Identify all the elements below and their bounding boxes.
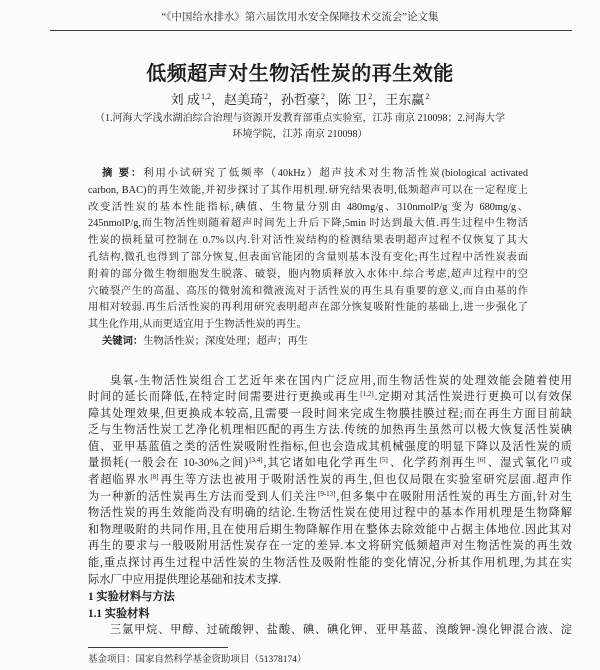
body-text: 、湿式氧化 [486,457,550,470]
subsection-heading: 1.1 实验材料 [88,607,150,620]
abstract-line [88,200,528,217]
body-text: ,其它诸如电化学再生 [263,457,379,470]
body-line [88,522,572,539]
abstract-line [88,216,528,233]
citation-marker: [6] [477,456,486,465]
author-affiliation-marker: 2 [368,92,373,101]
abstract-text: 孔结构,微孔也得到了部分恢复,但表面官能团的含量则基本没有变化;再生过程中活性炭表面 [88,251,528,263]
affiliation-line: （1.河海大学浅水湖泊综合治理与资源开发教育部重点实验室，江苏 南京 210098；2.河海大学 [95,113,505,124]
keywords-text: 生物活性炭；深度处理；超声；再生 [143,336,308,347]
body-line [88,439,572,456]
abstract-text: 用相对较弱.再生后活性炭的再利用研究表明超声在部分恢复吸附性能的基础上,进一步强化了 [88,302,528,314]
author-list [0,91,600,109]
author-name: 赵美琦 [223,92,263,107]
citation-marker: [3,4] [249,456,263,465]
abstract-text: carbon, BAC)的再生效能,并初步探讨了其作用机理.研究结果表明,低频超声可以在一定程度上 [88,184,528,196]
body-line [88,538,572,555]
body-line [88,555,572,572]
author-separator: ， [267,92,281,107]
abstract-text: 改变活性炭的基本性能指标,碘值、生物量分别由 480mg/g、310nmolP/g 变为 680mg/g、 [88,201,528,213]
body-text: 能,重点探讨再生过程中活性炭的生物活性及吸附性能的变化情况,分析其作用机理,为其在实 [88,557,572,570]
author-affiliation-marker: 2 [425,92,430,101]
header-rule [50,30,572,31]
abstract-line [88,267,528,284]
body-text: 或 [559,457,572,470]
abstract-line [88,233,528,250]
abstract-line [88,284,528,301]
footnote-rule [88,647,228,648]
author-name: 王东赢 [385,92,425,107]
author-name: 孙哲豪 [280,92,320,107]
body-text: ,但多集中在吸附用活性炭的再生方面,针对生 [336,490,572,503]
running-header: “《中国给水排水》第六届饮用水安全保障技术交流会”论文集 [161,12,439,23]
body-text: 再生等方法也被用于吸附活性炭的再生,但也仅局限在实验室研究层面.超声作 [159,474,572,487]
abstract-text: 附着的部分微生物细胞发生脱落、破裂，胞内物质释放入水体中.综合考虑,超声过程中的空 [88,268,528,280]
body-line [88,373,572,390]
abstract-label: 摘 要： [102,168,144,179]
body-line [88,572,572,589]
author-affiliation-marker: 2 [263,92,268,101]
body-line [88,422,572,439]
introduction-paragraph [88,373,572,589]
abstract-line [88,166,528,183]
author-affiliation-marker: 1,2 [200,92,211,101]
body-text: .定期对其活性炭进行更换可以有效保 [374,391,572,404]
body-text: 值、亚甲基蓝值之类的活性炭吸附性指标,但也会造成其机械强度的明显下降以及活性炭的质 [88,440,572,453]
abstract-text: 性炭的损耗量可控制在 0.7%以内.针对活性炭结构的检测结果表明超声过程不仅恢复了其大 [88,235,528,247]
body-text: 和物理吸附的共同作用,且在使用后期生物降解作用在整体去除效能中占据主体地位.因此其对 [88,523,572,536]
body-line [88,406,572,423]
body-text: 为一种新的活性炭再生方法而受到人们关注 [88,490,318,503]
citation-marker: [8] [150,473,159,482]
citation-marker: [9-13] [318,489,336,498]
citation-marker: [1,2] [360,390,374,399]
body-text: 物活性炭的再生效能尚没有明确的结论.生物活性炭在使用过程中的基本作用机理是生物降解 [88,507,572,520]
abstract-text: 245nmolP/g,而生物活性则随着超声时间先上升后下降,5min 时达到最大值.再生过程中生物活 [88,218,528,230]
body-text: 乏与生物活性炭工艺净化机理相匹配的再生方法.传统的加热再生虽然可以极大恢复活性炭碘 [88,424,572,437]
body-text: 量损耗(一般会在 10-30%之间) [88,457,249,470]
abstract-text: 穴破裂产生的高温、高压的微射流和微液流对于活性炭的再生具有重要的意义,而自由基的作 [88,285,528,297]
paper-title: 低频超声对生物活性炭的再生效能 [146,63,454,85]
keywords-label: 关键词： [102,336,144,347]
materials-line: 三氯甲烷、甲醇、过硫酸钾、盐酸、碘、碘化钾、亚甲基蓝、溴酸钾-溴化钾混合液、淀 [110,624,572,637]
author-separator: ， [325,92,339,107]
body-text: 者超临界水 [88,474,150,487]
section-heading: 1 实验材料与方法 [88,591,175,603]
author-affiliation-marker: 2 [321,92,325,101]
body-text: 时间的延长而降低,在特定时间需要进行更换或再生 [88,391,360,404]
body-text: 障其处理效果,但更换成本较高,且需要一段时间来完成生物膜挂膜过程;而在再生方面目前缺 [88,407,572,420]
author-separator: ， [210,92,224,107]
abstract-line [88,250,528,267]
funding-footnote: 基金项目：国家自然科学基金资助项目（51378174） [88,655,307,665]
body-line [88,489,572,506]
affiliations [60,111,540,143]
body-text: 臭氧-生物活性炭组合工艺近年来在国内广泛应用,而生物活性炭的处理效能会随着使用 [110,374,572,387]
abstract-line [88,300,528,317]
abstract [88,166,528,334]
body-line [88,505,572,522]
abstract-line [88,183,528,200]
author-name: 陈 卫 [338,92,368,107]
body-text: 际水厂中应用提供理论基础和技术支撑. [88,573,281,586]
affiliation-line: 环境学院，江苏 南京 210098） [232,129,368,140]
body-line [88,455,572,472]
citation-marker: [5] [379,456,388,465]
author-name: 刘 成 [170,92,200,107]
body-line [88,472,572,489]
materials-paragraph [88,622,572,639]
body-text: 再生的要求与一般吸附用活性炭存在一定的差异.本文将研究低频超声对生物活性炭的再生效 [88,540,572,553]
citation-marker: [7] [550,456,559,465]
body-line [88,389,572,406]
abstract-line [88,317,528,334]
abstract-text: 利用小试研究了低频率（40kHz）超声技术对生物活性炭(biological activated [143,168,529,179]
author-separator: ， [372,92,386,107]
abstract-text: 其生化作用,从而更适宜用于生物活性炭的再生。 [88,319,307,331]
body-text: 、化学药剂再生 [388,457,477,470]
keywords [102,334,308,351]
